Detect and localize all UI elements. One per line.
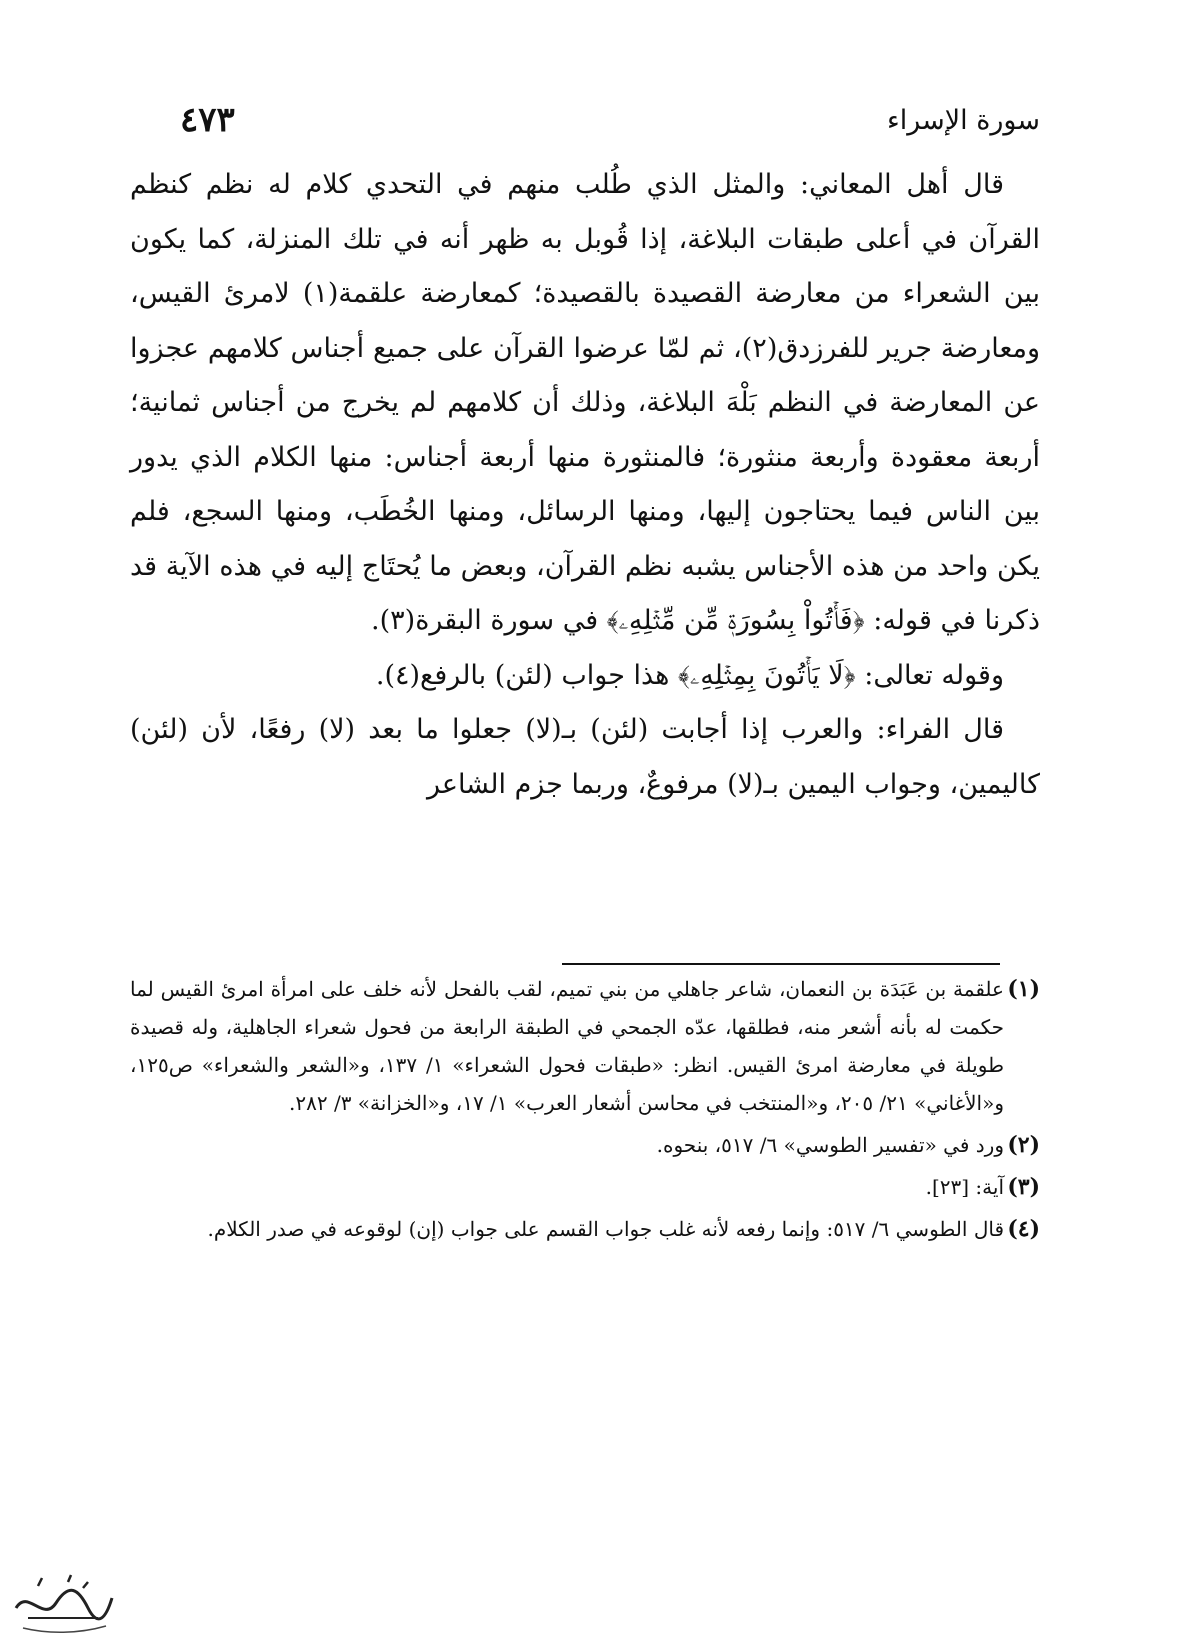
footnote-text: آية: [٢٣].: [925, 1175, 1004, 1199]
main-text: [130, 158, 1040, 812]
footnote-text: ورد في «تفسير الطوسي» ٦/ ٥١٧، بنحوه.: [656, 1133, 1004, 1157]
footnote-number: (١): [1007, 976, 1040, 1002]
footnote-text: قال الطوسي ٦/ ٥١٧: وإنما رفعه لأنه غلب جواب القسم على جواب (إن) لوقوعه في صدر الكلام.: [207, 1217, 1004, 1241]
footnote-text: علقمة بن عَبَدَة بن النعمان، شاعر جاهلي من بني تميم، لقب بالفحل لأنه خلف على امرأة امرئ القيس لما حكمت له بأنه أشعر منه، فطلقها، عدّه الجمحي في الطبقة الرابعة من فحول شعراء الجاهلية، وله قصيدة طويلة في معارضة امرئ القيس. انظر: «طبقات فحول الشعراء» ١/ ١٣٧، و«الشعر والشعراء» ص١٢٥، و«الأغاني» ٢١/ ٢٠٥، و«المنتخب في محاسن أشعار العرب» ١/ ١٧، و«الخزانة» ٣/ ٢٨٢.: [130, 977, 1004, 1115]
paragraph: وقوله تعالى: ﴿لَا يَأۡتُونَ بِمِثۡلِهِۦ﴾ هذا جواب (لئن) بالرفع(٤).: [375, 659, 1004, 691]
publisher-logo: [8, 1568, 118, 1638]
paragraph: قال أهل المعاني: والمثل الذي طُلب منهم في التحدي كلام له نظم كنظم القرآن في أعلى طبقات البلاغة، إذا قُوبل به ظهر أنه في تلك المنزلة، كما يكون بين الشعراء من معارضة القصيدة بالقصيدة؛ كمعارضة علقمة(١) لامرئ القيس، ومعارضة جرير للفرزدق(٢)، ثم لمّا عرضوا القرآن على جميع أجناس كلامهم عجزوا عن المعارضة في النظم بَلْهَ البلاغة، وذلك أن كلامهم لم يخرج من أجناس ثمانية؛ أربعة معقودة وأربعة منثورة؛ فالمنثورة منها أربعة أجناس: منها الكلام الذي يدور بين الناس فيما يحتاجون إليها، ومنها الرسائل، ومنها الخُطَب، ومنها السجع، فلم يكن واحد من هذه الأجناس يشبه نظم القرآن، وبعض ما يُحتَاج إليه في هذه الآية قد ذكرنا في قوله: ﴿فَأۡتُواْ بِسُورَةٖ مِّن مِّثۡلِهِۦ﴾ في سورة البقرة(٣).: [130, 169, 1041, 636]
footnote-divider: [562, 963, 1000, 965]
paragraph: قال الفراء: والعرب إذا أجابت (لئن) بـ(لا) جعلوا ما بعد (لا) رفعًا، لأن (لئن) كاليمين، وجواب اليمين بـ(لا) مرفوعٌ، وربما جزم الشاعر: [130, 714, 1040, 800]
footnotes: [130, 970, 1040, 1252]
footnote-number: (٢): [1007, 1132, 1040, 1158]
surah-name: سورة الإسراء: [887, 104, 1040, 136]
footnote-number: (٣): [1007, 1174, 1040, 1200]
page-header: [180, 95, 1040, 145]
footnote: [130, 1210, 1040, 1248]
page-number: ٤٧٣: [180, 100, 235, 140]
footnote: [130, 1168, 1040, 1206]
footnote: [130, 1126, 1040, 1164]
footnote: [130, 970, 1040, 1122]
footnote-number: (٤): [1007, 1216, 1040, 1242]
